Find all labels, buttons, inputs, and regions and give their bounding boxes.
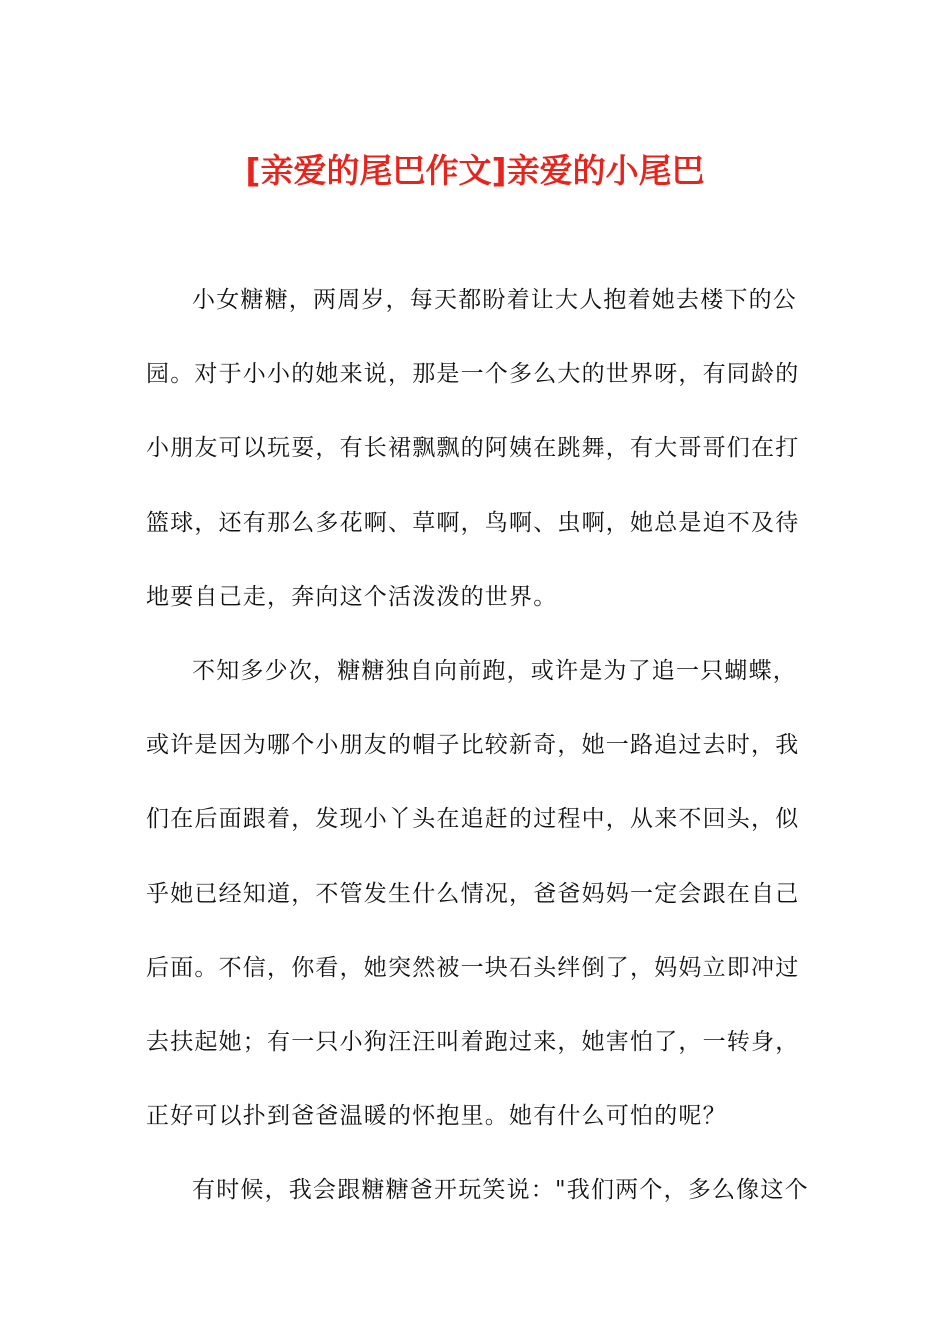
text-line: 乎她已经知道，不管发生什么情况，爸爸妈妈一定会跟在自己: [146, 880, 800, 907]
text-line: 不知多少次，糖糖独自向前跑，或许是为了追一只蝴蝶，: [192, 657, 797, 684]
paragraph-2: [146, 649, 800, 1168]
text-line: 们在后面跟着，发现小丫头在追赶的过程中，从来不回头，似: [146, 806, 800, 833]
text-line: 篮球，还有那么多花啊、草啊，鸟啊、虫啊，她总是迫不及待: [146, 509, 800, 536]
document-title: [亲爱的尾巴作文]亲爱的小尾巴: [245, 151, 705, 190]
text-line: 去扶起她；有一只小狗汪汪叫着跑过来，她害怕了，一转身，: [146, 1028, 800, 1055]
document-body: [146, 278, 809, 1242]
text-line: 园。对于小小的她来说，那是一个多么大的世界呀，有同龄的: [146, 361, 800, 388]
paragraph-1: [146, 278, 800, 649]
text-line: 有时候，我会跟糖糖爸开玩笑说："我们两个，多么像这个: [192, 1177, 809, 1204]
paragraph-3: [146, 1168, 809, 1242]
text-line: 或许是因为哪个小朋友的帽子比较新奇，她一路追过去时，我: [146, 732, 800, 759]
text-line: 小朋友可以玩耍，有长裙飘飘的阿姨在跳舞，有大哥哥们在打: [146, 435, 800, 462]
text-line: 地要自己走，奔向这个活泼泼的世界。: [146, 583, 558, 610]
text-line: 后面。不信，你看，她突然被一块石头绊倒了，妈妈立即冲过: [146, 954, 800, 981]
text-line: 正好可以扑到爸爸温暖的怀抱里。她有什么可怕的呢？: [146, 1103, 727, 1130]
text-line: 小女糖糖，两周岁，每天都盼着让大人抱着她去楼下的公: [192, 287, 797, 313]
